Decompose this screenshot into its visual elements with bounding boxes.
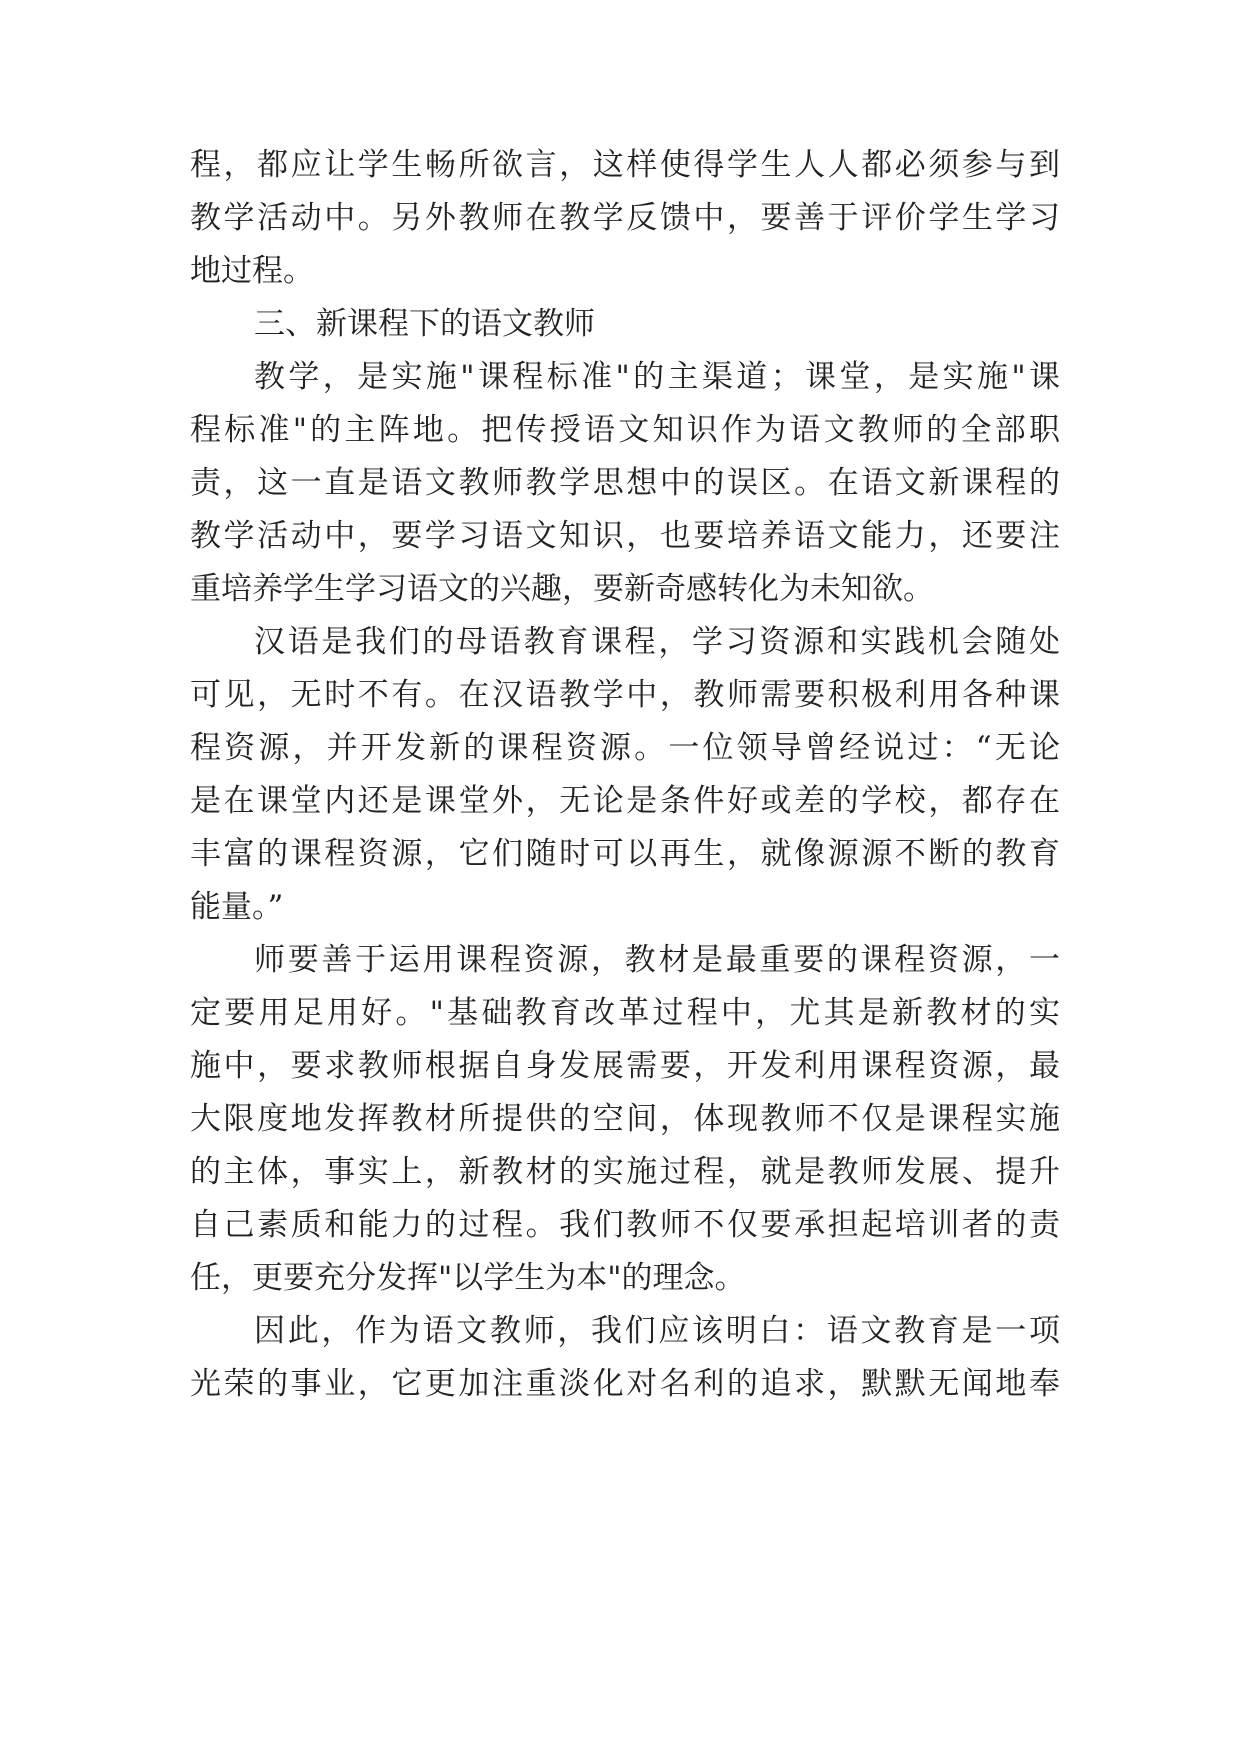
text-line: 施中，要求教师根据自身发展需要，开发利用课程资源，最 <box>190 1048 1060 1084</box>
text-line: 教学活动中，要学习语文知识，也要培养语文能力，还要注 <box>190 518 1060 554</box>
text-line: 地过程。 <box>190 253 314 289</box>
text-line: 重培养学生学习语文的兴趣，要新奇感转化为未知欲。 <box>190 571 934 607</box>
text-line: 大限度地发挥教材所提供的空间，体现教师不仅是课程实施 <box>190 1101 1060 1137</box>
text-line: 因此，作为语文教师，我们应该明白：语文教育是一项 <box>254 1313 1060 1349</box>
text-line: 师要善于运用课程资源，教材是最重要的课程资源，一 <box>254 942 1060 978</box>
text-line: 可见，无时不有。在汉语教学中，教师需要积极利用各种课 <box>190 677 1060 713</box>
text-line: 能量。” <box>190 889 284 925</box>
text-line: 任，更要充分发挥"以学生为本"的理念。 <box>190 1260 746 1296</box>
text-line: 教学，是实施"课程标准"的主渠道；课堂，是实施"课 <box>254 359 1060 395</box>
text-line: 光荣的事业，它更加注重淡化对名利的追求，默默无闻地奉 <box>190 1366 1060 1402</box>
text-line: 程标准"的主阵地。把传授语文知识作为语文教师的全部职 <box>190 412 1060 448</box>
text-line: 的主体，事实上，新教材的实施过程，就是教师发展、提升 <box>190 1154 1060 1190</box>
text-line: 丰富的课程资源，它们随时可以再生，就像源源不断的教育 <box>190 836 1060 872</box>
text-line: 是在课堂内还是课堂外，无论是条件好或差的学校，都存在 <box>190 783 1060 819</box>
section-heading: 三、新课程下的语文教师 <box>254 306 595 342</box>
text-line: 责，这一直是语文教师教学思想中的误区。在语文新课程的 <box>190 465 1060 501</box>
text-line: 程，都应让学生畅所欲言，这样使得学生人人都必须参与到 <box>190 147 1060 183</box>
text-line: 汉语是我们的母语教育课程，学习资源和实践机会随处 <box>254 624 1060 660</box>
text-line: 自己素质和能力的过程。我们教师不仅要承担起培训者的责 <box>190 1207 1060 1243</box>
text-line: 教学活动中。另外教师在教学反馈中，要善于评价学生学习 <box>190 200 1060 236</box>
text-line: 定要用足用好。"基础教育改革过程中，尤其是新教材的实 <box>190 995 1060 1031</box>
text-line: 程资源，并开发新的课程资源。一位领导曾经说过：“无论 <box>190 730 1060 766</box>
